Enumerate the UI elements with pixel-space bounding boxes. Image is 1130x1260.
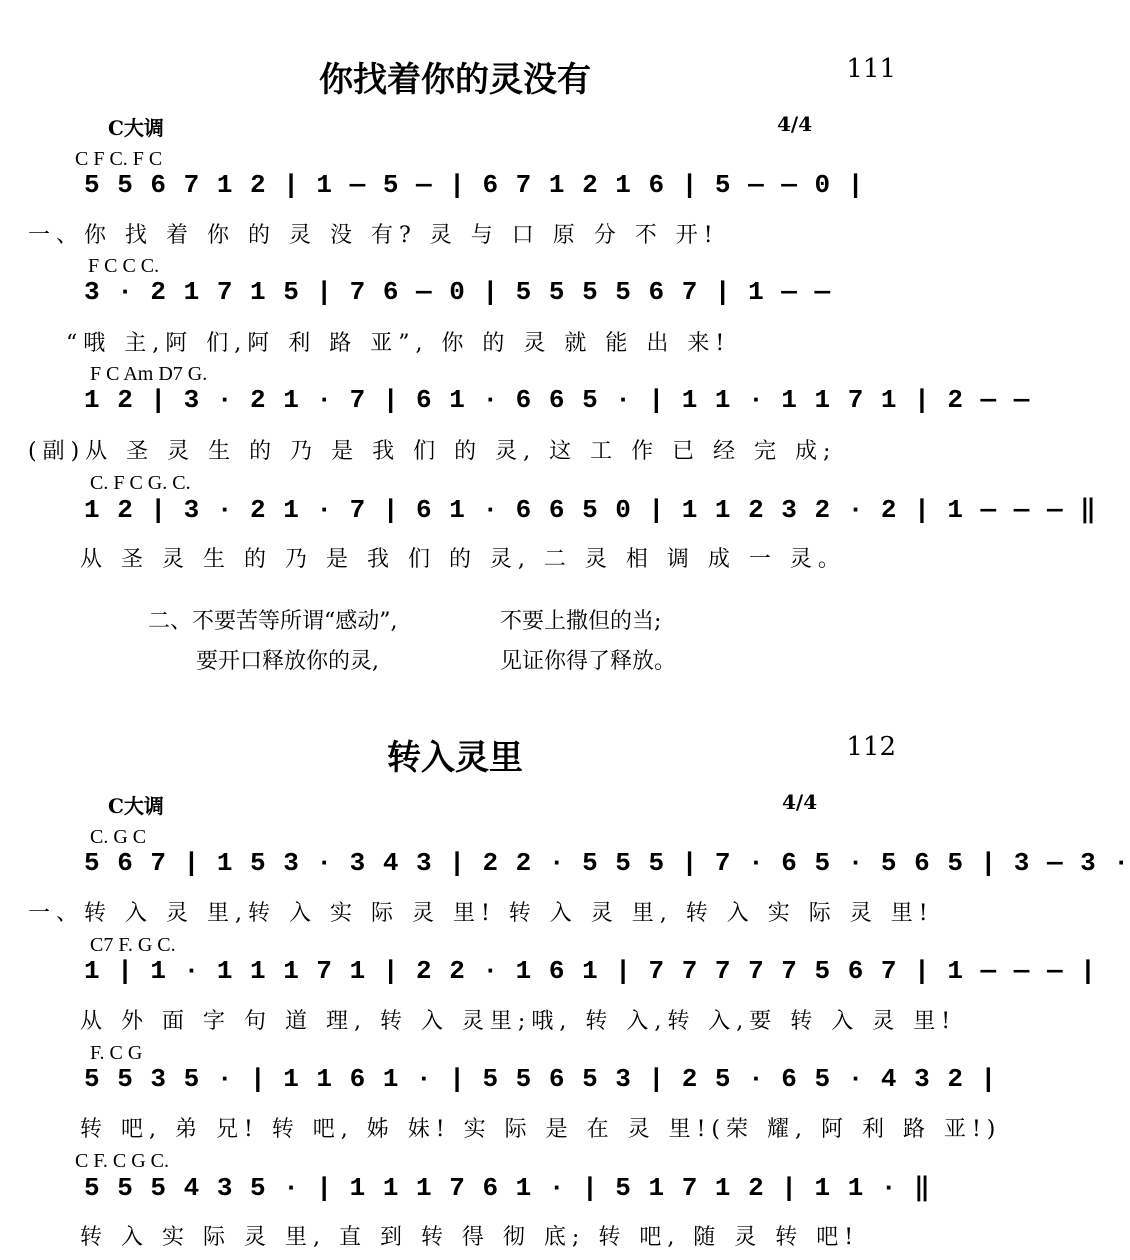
lyric-line: “哦 主,阿 们,阿 利 路 亚”, 你 的 灵 就 能 出 来! xyxy=(66,331,731,356)
chord-line: F C Am D7 G. xyxy=(90,363,208,385)
chord-line: C. F C G. C. xyxy=(90,472,191,494)
lyric-line: 从 圣 灵 生 的 乃 是 我 们 的 灵, 二 灵 相 调 成 一 灵。 xyxy=(80,547,846,572)
notation-line: 1 | 1 · 1 1 1 7 1 | 2 2 · 1 6 1 | 7 7 7 7 7 5 6 7 | 1 — — — | xyxy=(84,956,1097,986)
chord-line: C7 F. G C. xyxy=(90,934,176,956)
chord-line: C. G C xyxy=(90,826,147,848)
key-signature: C大调 xyxy=(108,116,164,140)
chord-line: C F C. F C xyxy=(75,148,163,170)
notation-line: 3 · 2 1 7 1 5 | 7 6 — 0 | 5 5 5 5 6 7 | 1 — — xyxy=(84,277,832,307)
key-signature: C大调 xyxy=(108,794,164,818)
notation-line: 1 2 | 3 · 2 1 · 7 | 6 1 · 6 6 5 0 | 1 1 2 3 2 · 2 | 1 — — — ‖ xyxy=(84,495,1097,525)
lyric-line: 转 入 实 际 灵 里, 直 到 转 得 彻 底; 转 吧, 随 灵 转 吧! xyxy=(80,1225,860,1250)
chord-line: F. C G xyxy=(90,1042,143,1064)
lyric-line: 一、你 找 着 你 的 灵 没 有? 灵 与 口 原 分 不 开! xyxy=(28,223,719,248)
lyric-line: (副)从 圣 灵 生 的 乃 是 我 们 的 灵, 这 工 作 已 经 完 成; xyxy=(28,439,837,464)
notation-line: 5 6 7 | 1 5 3 · 3 4 3 | 2 2 · 5 5 5 | 7 · 6 5 · 5 6 5 | 3 — 3 · xyxy=(84,848,1130,878)
notation-line: 5 5 5 4 3 5 · | 1 1 1 7 6 1 · | 5 1 7 1 2 | 1 1 · ‖ xyxy=(84,1173,931,1203)
verse-text: 不要上撒但的当; xyxy=(500,609,662,634)
verse-text: 二、不要苦等所谓“感动”, xyxy=(148,609,398,634)
song-title: 你找着你的灵没有 xyxy=(319,60,591,100)
song-number: 111 xyxy=(846,54,896,84)
lyric-line: 一、转 入 灵 里,转 入 实 际 灵 里! 转 入 灵 里, 转 入 实 际 灵 里! xyxy=(28,901,934,926)
notation-line: 1 2 | 3 · 2 1 · 7 | 6 1 · 6 6 5 · | 1 1 · 1 1 7 1 | 2 — — xyxy=(84,385,1031,415)
notation-line: 5 5 6 7 1 2 | 1 — 5 — | 6 7 1 2 1 6 | 5 — — 0 | xyxy=(84,170,865,200)
lyric-line: 从 外 面 字 句 道 理, 转 入 灵里;哦, 转 入,转 入,要 转 入 灵 里! xyxy=(80,1009,957,1034)
song-number: 112 xyxy=(846,732,896,762)
song-title: 转入灵里 xyxy=(387,738,523,778)
chord-line: C F. C G C. xyxy=(75,1150,169,1172)
verse-text: 见证你得了释放。 xyxy=(500,649,677,674)
time-signature: 4/4 xyxy=(782,790,818,814)
time-signature: 4/4 xyxy=(777,112,813,136)
lyric-line: 转 吧, 弟 兄! 转 吧, 姊 妹! 实 际 是 在 灵 里!(荣 耀, 阿 利 路 亚!) xyxy=(80,1117,1002,1142)
notation-line: 5 5 3 5 · | 1 1 6 1 · | 5 5 6 5 3 | 2 5 · 6 5 · 4 3 2 | xyxy=(84,1064,998,1094)
chord-line: F C C C. xyxy=(88,255,160,277)
verse-text: 要开口释放你的灵, xyxy=(196,649,379,674)
